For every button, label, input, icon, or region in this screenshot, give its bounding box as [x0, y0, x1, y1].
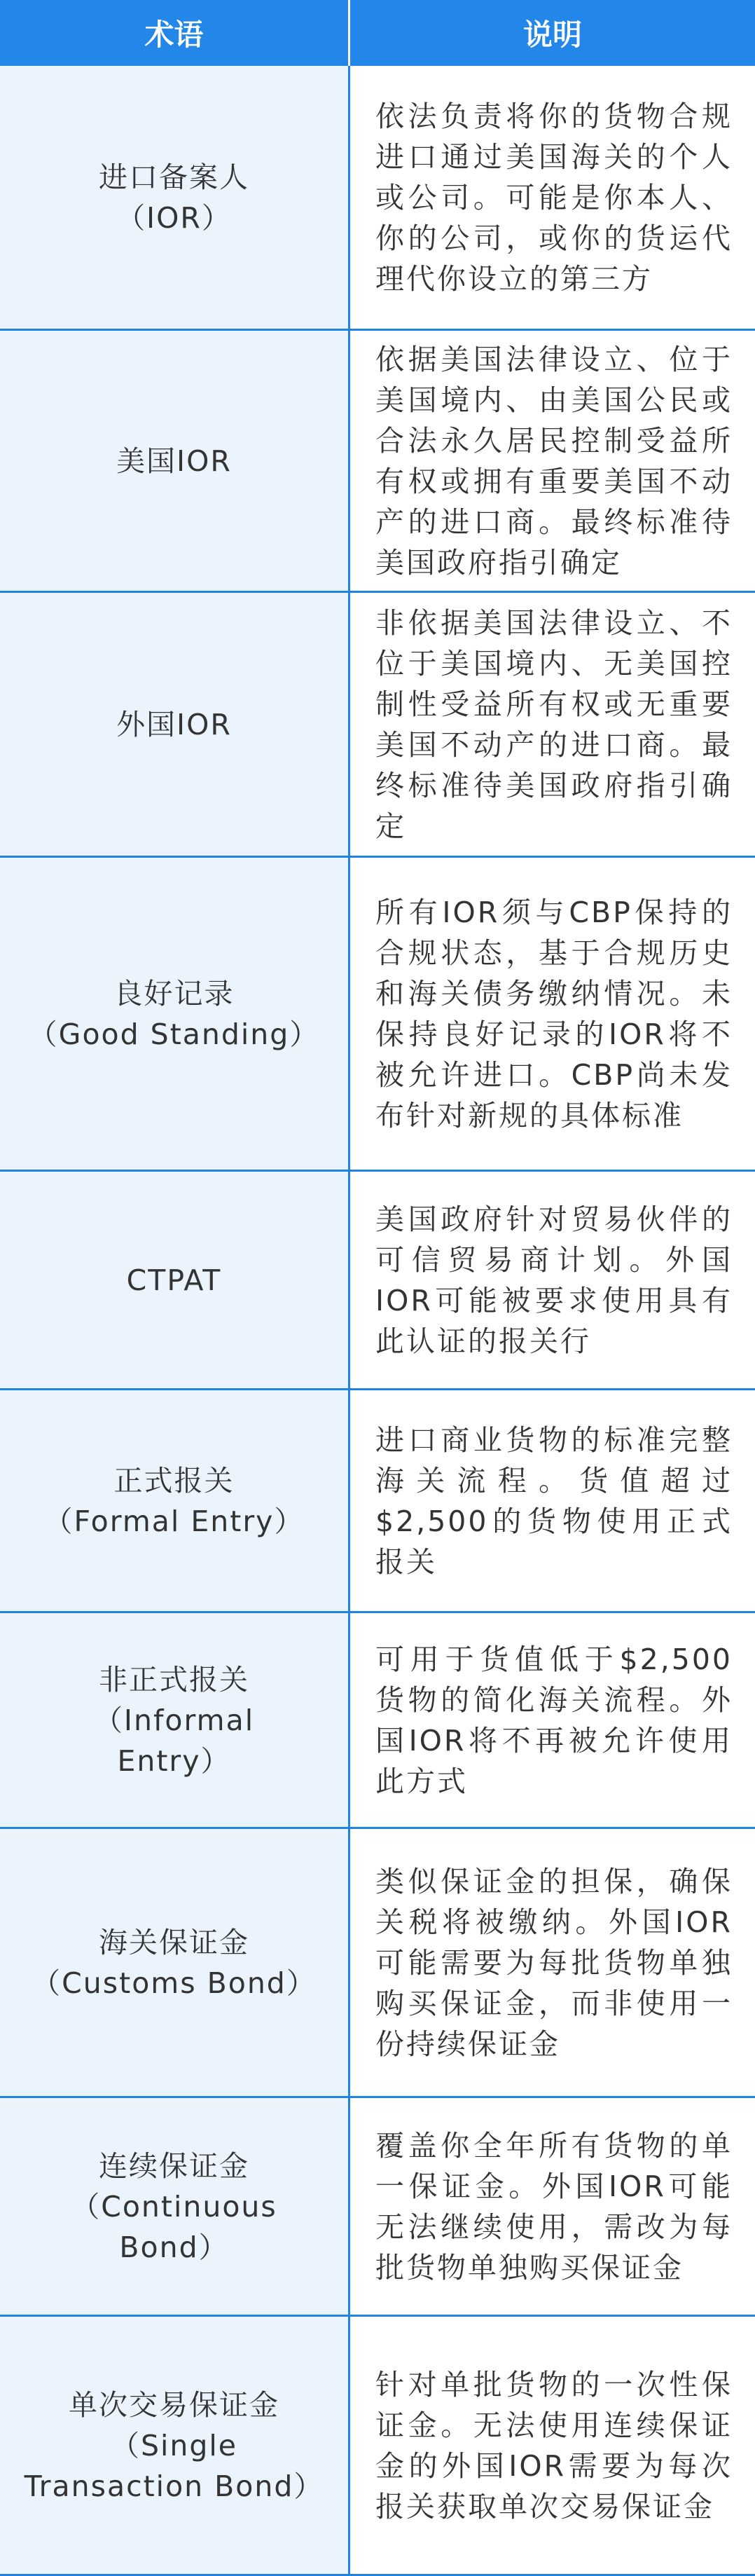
description-text: 针对单批货物的一次性保证金。无法使用连续保证金的外国IOR需要为每次报关获取单次交易保证金 [375, 2367, 733, 2523]
term-cell [0, 66, 350, 331]
term-cell [0, 858, 350, 1172]
description-text: 所有IOR须与CBP保持的合规状态，基于合规历史和海关债务缴纳情况。未保持良好记录的IOR将不被允许进口。CBP尚未发布针对新规的具体标准 [375, 895, 733, 1132]
description-text: 依据美国法律设立、位于美国境内、由美国公民或合法永久居民控制受益所有权或拥有重要美国不动产的进口商。最终标准待美国政府指引确定 [375, 342, 733, 580]
term-cell [0, 593, 350, 858]
term-cell [0, 2317, 350, 2576]
term-cell [0, 1390, 350, 1613]
term-text: 正式报关 （Formal Entry） [43, 1463, 305, 1538]
term-cell [0, 1829, 350, 2098]
description-cell [350, 858, 755, 1172]
description-text: 可用于货值低于$2,500货物的简化海关流程。外国IOR将不再被允许使用此方式 [375, 1642, 733, 1798]
term-text: 外国IOR [116, 707, 232, 741]
term-cell [0, 331, 350, 593]
term-text: 良好记录 （Good Standing） [28, 976, 320, 1051]
description-cell [350, 331, 755, 593]
term-cell [0, 1172, 350, 1390]
description-text: 非依据美国法律设立、不位于美国境内、无美国控制性受益所有权或无重要美国不动产的进口商。最终标准待美国政府指引确定 [375, 605, 733, 843]
description-text: 依法负责将你的货物合规进口通过美国海关的个人或公司。可能是你本人、你的公司，或你的货运代理代你设立的第三方 [375, 99, 733, 296]
description-text: 进口商业货物的标准完整海关流程。货值超过$2,500的货物使用正式报关 [375, 1423, 733, 1579]
description-cell [350, 66, 755, 331]
term-text: 连续保证金 （Continuous Bond） [71, 2149, 277, 2264]
term-cell [0, 2098, 350, 2317]
description-cell [350, 1829, 755, 2098]
term-cell [0, 1613, 350, 1829]
term-text: 单次交易保证金 （Single Transaction Bond） [24, 2387, 324, 2503]
term-text: 非正式报关 （Informal Entry） [93, 1662, 255, 1778]
description-cell [350, 2098, 755, 2317]
description-cell [350, 1390, 755, 1613]
header-term: 术语 [0, 0, 350, 66]
term-text: CTPAT [126, 1263, 222, 1297]
term-text: 美国IOR [116, 444, 232, 478]
description-cell [350, 593, 755, 858]
description-cell [350, 2317, 755, 2576]
description-text: 类似保证金的担保，确保关税将被缴纳。外国IOR可能需要为每批货物单独购买保证金，而非使用一份持续保证金 [375, 1864, 733, 2061]
description-text: 覆盖你全年所有货物的单一保证金。外国IOR可能无法继续使用，需改为每批货物单独购买保证金 [375, 2128, 733, 2284]
description-text: 美国政府针对贸易伙伴的可信贸易商计划。外国IOR可能被要求使用具有此认证的报关行 [375, 1202, 733, 1358]
description-cell [350, 1613, 755, 1829]
header-description: 说明 [350, 0, 755, 66]
term-text: 进口备案人 （IOR） [99, 160, 249, 235]
description-cell [350, 1172, 755, 1390]
term-text: 海关保证金 （Customs Bond） [32, 1925, 317, 2000]
